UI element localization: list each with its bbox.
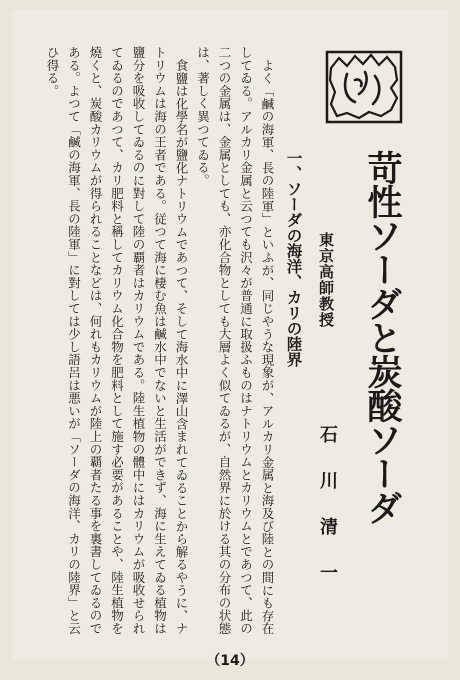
paragraph: 食鹽は化學名が鹽化ナトリウムであつて、そして海水中に澤山含まれてゐることから解るやうに、ナトリウムは海の王者である。従つて海に棲む魚は鹹水中でないと生活ができず、海に生えてゐる植物は鹽分を吸收してゐるのに對して陸の覇者はカリウムである。陸生植物の體中にはカリウムが吸收せられてゐるのであつて、カリ肥料と稱してカリウム化合物を肥料として施す必要があることや、陸生植物を燒くと、炭酸カリウムが得られることなどは、何れもカリウムが陸上の覇者たる事を裏書してゐるのである。よつて「鹹の海軍、長の陸軍」に對しては少し語呂は悪いが「ソーダの海洋、カリの陸界」と云ひ得る。 — [45, 46, 189, 635]
page-number: （14） — [206, 653, 254, 669]
section-heading: 一、ソーダの海洋、カリの陸界 — [284, 150, 303, 367]
body-text — [45, 46, 278, 636]
paragraph: よく「鹹の海軍、長の陸軍」といふが、同じやうな現象が、アルカリ金属と海及び陸との間にも存在してゐる。アルカリ金属と云つても沢々が普通に取扱ふものはナトリウムとカリウムとであつて、此の二つの金属は、金属としても、亦化合物としても大層よく似てゐるが、自然界に於ける其の分布の状態は、著しく異つてゐる。 — [195, 46, 275, 635]
article-title: 苛性ソーダと炭酸ソーダ — [362, 150, 402, 524]
author-affiliation: 東京高師教授 — [317, 232, 335, 328]
author-name: 石川清一 — [317, 425, 338, 609]
emblem-illustration — [325, 50, 403, 124]
